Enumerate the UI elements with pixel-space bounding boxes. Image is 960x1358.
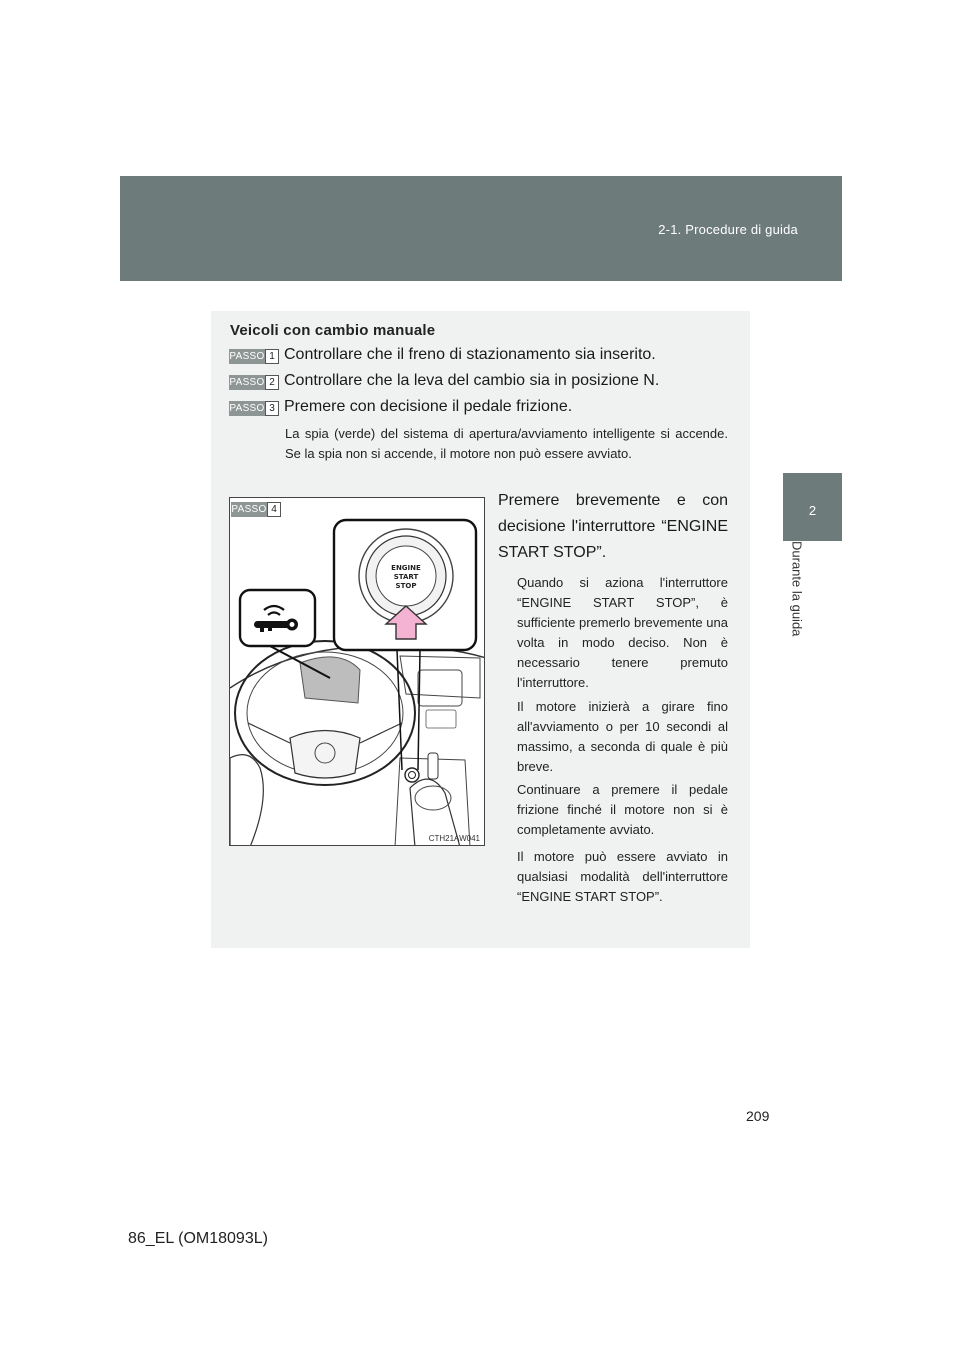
step-badge-label: PASSO xyxy=(229,377,265,388)
step-badge xyxy=(229,401,279,416)
step-4-paragraph: Il motore inizierà a girare fino all'avviamento o per 10 secondi al massimo, a seconda di quale è più breve. xyxy=(517,699,728,774)
button-label-line-3: STOP xyxy=(395,582,417,590)
step-4-paragraph: Continuare a premere il pedale frizione finché il motore non si è completamente avviato. xyxy=(517,782,728,837)
content-title: Veicoli con cambio manuale xyxy=(230,322,436,339)
chapter-label-container xyxy=(775,541,819,691)
dashboard-illustration xyxy=(230,498,485,846)
step-text: Premere con decisione il pedale frizione. xyxy=(284,398,573,415)
chapter-number: 2 xyxy=(808,503,817,518)
step-badge-number: 2 xyxy=(265,375,279,390)
step-4-paragraph: Il motore può essere avviato in qualsiasi modalità dell'interruttore “ENGINE START STOP”. xyxy=(517,849,728,904)
step-badge-number: 1 xyxy=(265,349,279,364)
document-code: 86_EL (OM18093L) xyxy=(128,1230,268,1247)
chapter-label: Durante la guida xyxy=(789,541,805,637)
step-badge-number: 4 xyxy=(267,502,281,517)
figure-code: CTH21AW041 xyxy=(428,834,480,843)
step-text: Controllare che il freno di stazionamento sia inserito. xyxy=(284,346,656,363)
step-badge-label: PASSO xyxy=(229,351,265,362)
button-label-line-1: ENGINE xyxy=(391,564,421,572)
button-label-line-2: START xyxy=(393,573,419,581)
header-bar xyxy=(120,176,842,281)
step-badge-label: PASSO xyxy=(231,504,267,515)
step-badge-number: 3 xyxy=(265,401,279,416)
step-badge-label: PASSO xyxy=(229,403,265,414)
section-title: 2-1. Procedure di guida xyxy=(658,222,798,237)
step-badge xyxy=(229,375,279,390)
step-text: Controllare che la leva del cambio sia in posizione N. xyxy=(284,372,660,389)
step-badge xyxy=(229,349,279,364)
engine-start-figure xyxy=(229,497,485,846)
step-3-note: La spia (verde) del sistema di apertura/avviamento intelligente si accende. Se la spia non si accende, il motore non può essere avviato. xyxy=(285,426,728,461)
page-number: 209 xyxy=(746,1108,770,1124)
chapter-tab xyxy=(783,473,842,541)
step-badge xyxy=(231,502,281,517)
step-4-text: Premere brevemente e con decisione l'interruttore “ENGINE START STOP”. xyxy=(498,492,728,561)
step-4-paragraph: Quando si aziona l'interruttore “ENGINE START STOP”, è sufficiente premerlo brevemente una volta in modo deciso. Non è necessario tenere premuto l'interruttore. xyxy=(517,575,728,690)
